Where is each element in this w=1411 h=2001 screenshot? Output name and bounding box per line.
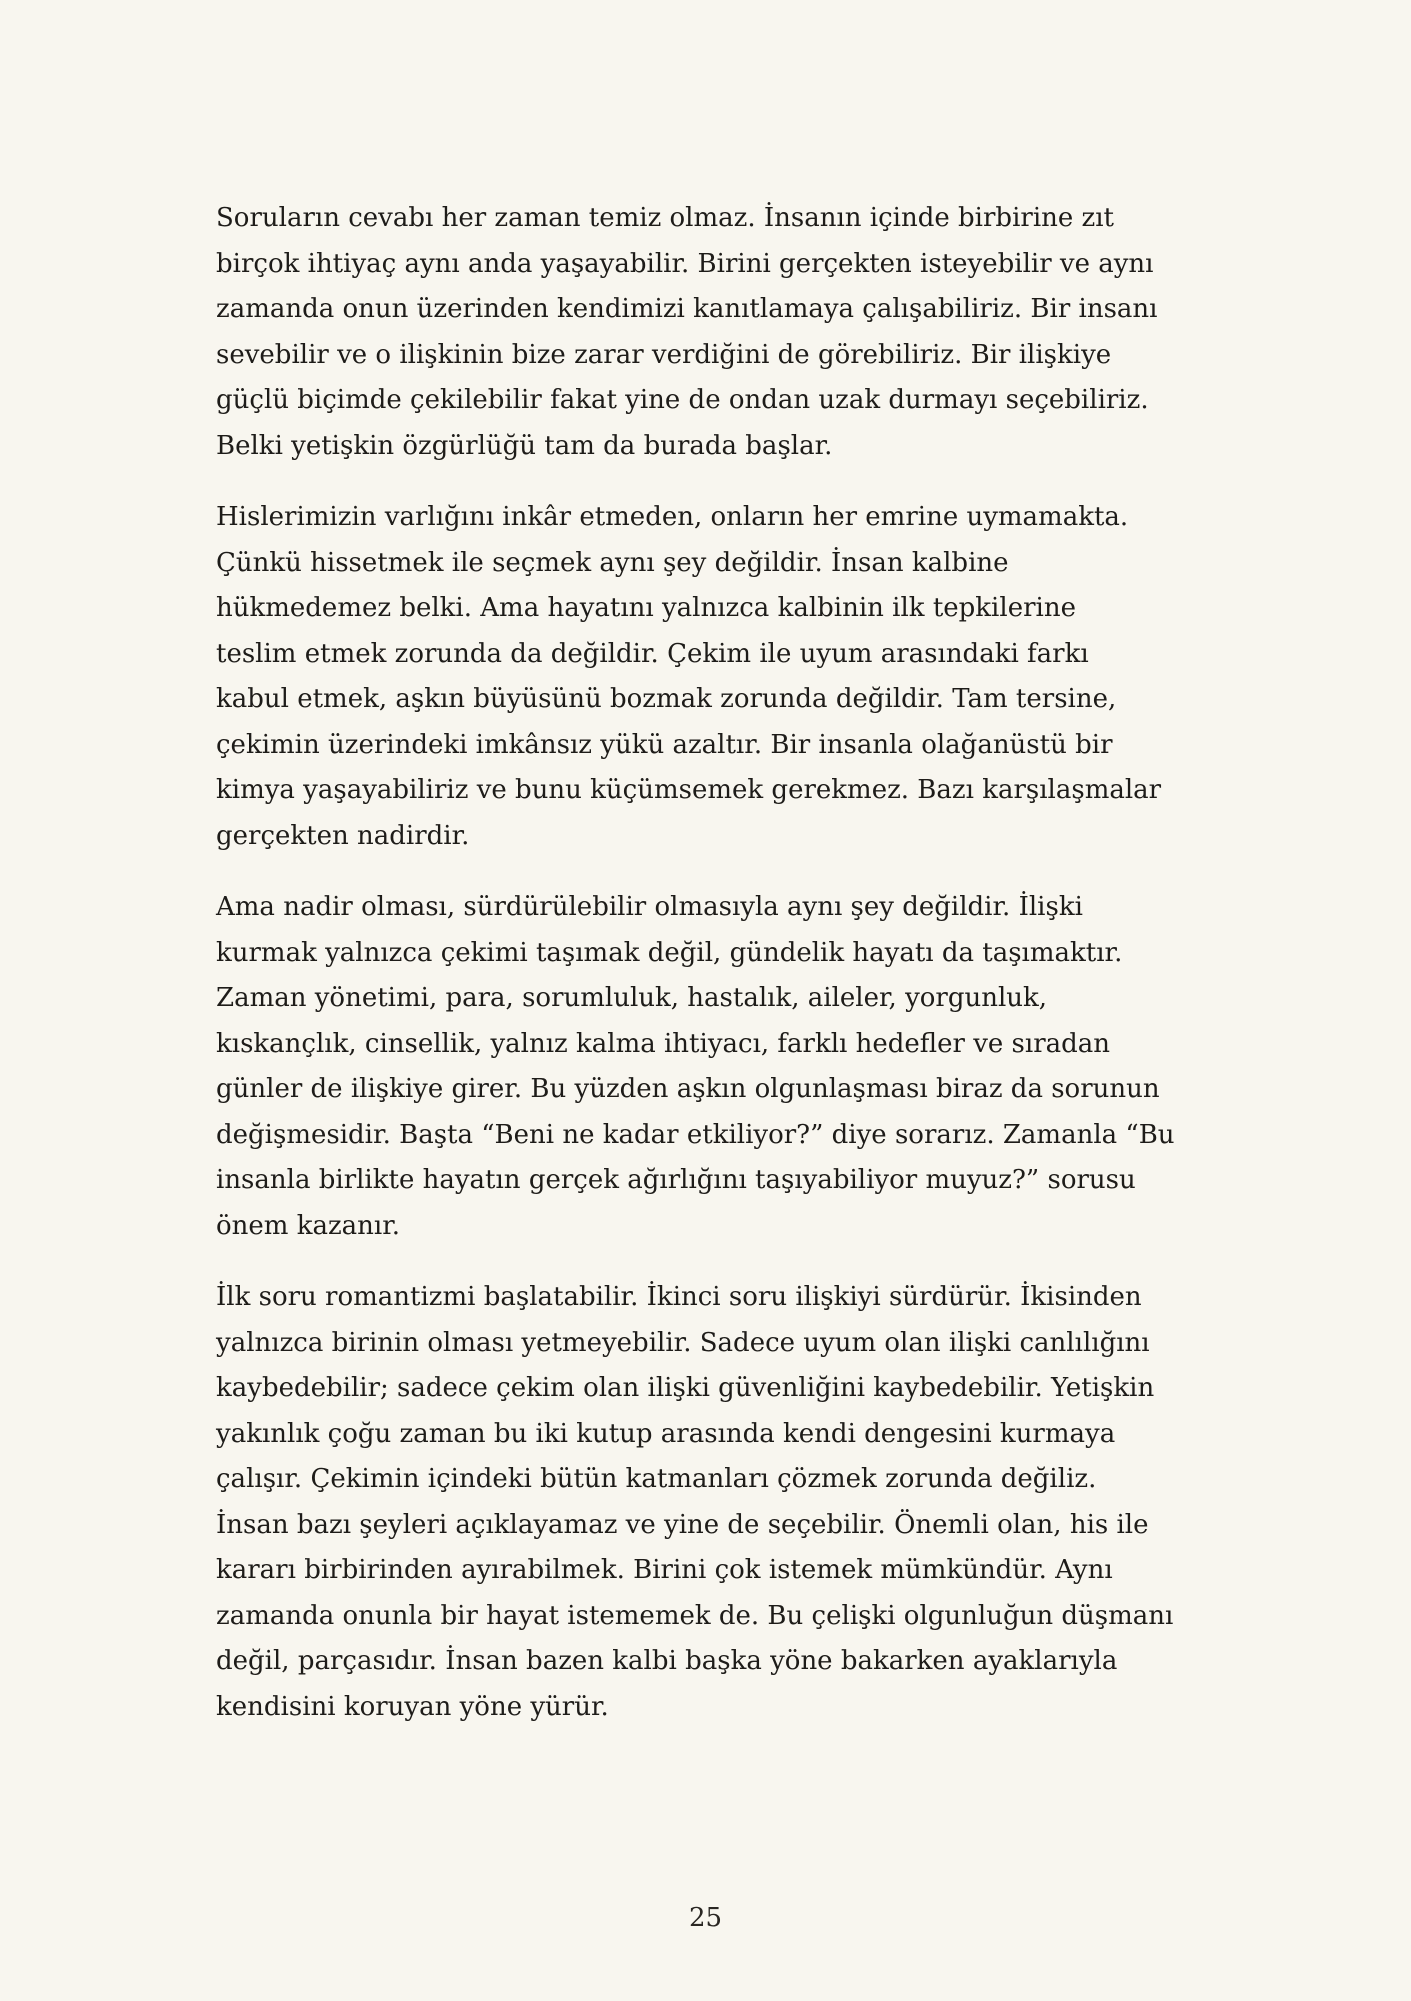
paragraph-3: [216, 885, 1206, 1249]
text-line: çalışır. Çekimin içindeki bütün katmanları çözmek zorunda değiliz.: [216, 1464, 1097, 1494]
text-line: Çünkü hissetmek ile seçmek aynı şey değildir. İnsan kalbine: [216, 547, 1009, 578]
body-text: [216, 196, 1206, 1756]
text-line: kurmak yalnızca çekimi taşımak değil, gündelik hayatı da taşımaktır.: [216, 937, 1123, 968]
text-line: hükmedemez belki. Ama hayatını yalnızca kalbinin ilk tepkilerine: [216, 593, 1076, 623]
text-line: yakınlık çoğu zaman bu iki kutup arasında kendi dengesini kurmaya: [216, 1418, 1116, 1449]
text-line: değişmesidir. Başta “Beni ne kadar etkiliyor?” diye sorarız. Zamanla “Bu: [216, 1119, 1175, 1150]
text-line: birçok ihtiyaç aynı anda yaşayabilir. Birini gerçekten isteyebilir ve aynı: [216, 248, 1154, 279]
text-line: insanla birlikte hayatın gerçek ağırlığını taşıyabiliyor muyuz?” sorusu: [216, 1165, 1136, 1195]
text-line: sevebilir ve o ilişkinin bize zarar verdiğini de görebiliriz. Bir ilişkiye: [216, 339, 1112, 370]
text-line: güçlü biçimde çekilebilir fakat yine de ondan uzak durmayı seçebiliriz.: [216, 385, 1149, 415]
text-line: kararı birbirinden ayırabilmek. Birini çok istemek mümkündür. Aynı: [216, 1555, 1113, 1585]
text-line: kimya yaşayabiliriz ve bunu küçümsemek gerekmez. Bazı karşılaşmalar: [216, 775, 1162, 805]
text-line: İnsan bazı şeyleri açıklayamaz ve yine de seçebilir. Önemli olan, his ile: [216, 1509, 1149, 1540]
page-number: 25: [688, 1903, 723, 1933]
text-line: gerçekten nadirdir.: [216, 820, 470, 851]
text-line: Hislerimizin varlığını inkâr etmeden, onların her emrine uymamakta.: [216, 502, 1129, 532]
text-line: kaybedebilir; sadece çekim olan ilişki güvenliğini kaybedebilir. Yetişkin: [216, 1373, 1155, 1403]
text-line: teslim etmek zorunda da değildir. Çekim ile uyum arasındaki farkı: [216, 638, 1089, 669]
text-line: zamanda onunla bir hayat istememek de. Bu çelişki olgunluğun düşmanı: [216, 1600, 1174, 1631]
paragraph-2: [216, 495, 1206, 859]
text-line: günler de ilişkiye girer. Bu yüzden aşkın olgunlaşması biraz da sorunun: [216, 1074, 1160, 1104]
text-line: yalnızca birinin olması yetmeyebilir. Sadece uyum olan ilişki canlılığını: [216, 1327, 1150, 1358]
text-line: Ama nadir olması, sürdürülebilir olmasıyla aynı şey değildir. İlişki: [216, 892, 1083, 922]
text-line: Belki yetişkin özgürlüğü tam da burada başlar.: [216, 430, 833, 461]
text-line: önem kazanır.: [216, 1210, 401, 1241]
text-line: kabul etmek, aşkın büyüsünü bozmak zorunda değildir. Tam tersine,: [216, 684, 1117, 714]
text-line: İlk soru romantizmi başlatabilir. İkinci soru ilişkiyi sürdürür. İkisinden: [216, 1282, 1142, 1312]
text-line: çekimin üzerindeki imkânsız yükü azaltır. Bir insanla olağanüstü bir: [216, 729, 1113, 760]
text-line: zamanda onun üzerinden kendimizi kanıtlamaya çalışabiliriz. Bir insanı: [216, 294, 1158, 324]
text-line: Zaman yönetimi, para, sorumluluk, hastalık, aileler, yorgunluk,: [216, 983, 1048, 1013]
paragraph-1: [216, 196, 1206, 469]
paragraph-4: [216, 1275, 1206, 1730]
text-line: değil, parçasıdır. İnsan bazen kalbi başka yöne bakarken ayaklarıyla: [216, 1646, 1118, 1676]
text-line: kendisini koruyan yöne yürür.: [216, 1691, 609, 1722]
text-line: kıskançlık, cinsellik, yalnız kalma ihtiyacı, farklı hedefler ve sıradan: [216, 1028, 1111, 1059]
text-line: Soruların cevabı her zaman temiz olmaz. İnsanın içinde birbirine zıt: [216, 203, 1114, 233]
